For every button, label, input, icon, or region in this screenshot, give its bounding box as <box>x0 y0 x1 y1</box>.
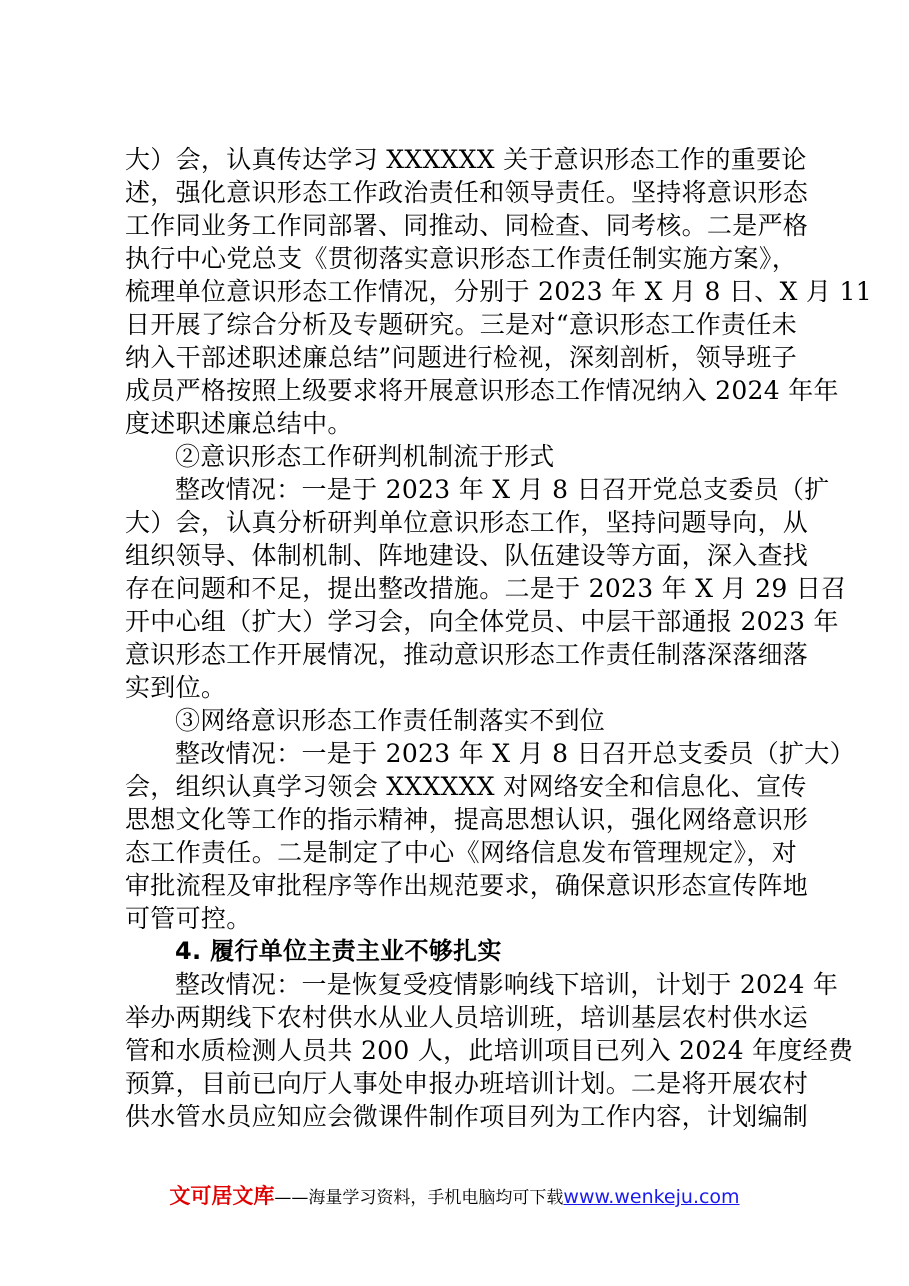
text-line: 可管可控。 <box>125 904 252 933</box>
document-body <box>125 143 872 1133</box>
footer-brand: 文可居文库 <box>169 1184 275 1208</box>
text-line: 供水管水员应知应会微课件制作项目列为工作内容，计划编制 <box>125 1102 809 1131</box>
text-line: 整改情况：一是恢复受疫情影响线下培训，计划于 2024 年 <box>175 970 839 999</box>
text-line: 成员严格按照上级要求将开展意识形态工作情况纳入 2024 年年 <box>125 376 839 405</box>
text-line: 存在问题和不足，提出整改措施。二是于 2023 年 X 月 29 日召 <box>125 574 847 603</box>
text-line: 大）会，认真分析研判单位意识形态工作，坚持问题导向，从 <box>125 508 809 537</box>
footer-banner <box>0 1180 909 1210</box>
text-line: 实到位。 <box>125 673 227 702</box>
text-line: 梳理单位意识形态工作情况，分别于 2023 年 X 月 8 日、X 月 11 <box>125 277 872 306</box>
text-line: 整改情况：一是于 2023 年 X 月 8 日召开党总支委员（扩 <box>175 475 830 504</box>
text-line: ③网络意识形态工作责任制落实不到位 <box>175 706 606 735</box>
section-heading: 4. 履行单位主责主业不够扎实 <box>175 937 502 965</box>
footer-website-link[interactable]: www.wenkeju.com <box>563 1186 740 1208</box>
text-line: 述，强化意识形态工作政治责任和领导责任。坚持将意识形态 <box>125 178 809 207</box>
text-line: 工作同业务工作同部署、同推动、同检查、同考核。二是严格 <box>125 211 809 240</box>
text-line: 管和水质检测人员共 200 人，此培训项目已列入 2024 年度经费 <box>125 1036 854 1065</box>
text-line: 日开展了综合分析及专题研究。三是对“意识形态工作责任未 <box>125 310 797 339</box>
text-line: ②意识形态工作研判机制流于形式 <box>175 442 555 471</box>
text-line: 纳入干部述职述廉总结”问题进行检视，深刻剖析，领导班子 <box>125 343 797 372</box>
text-line: 度述职述廉总结中。 <box>125 409 353 438</box>
text-line: 举办两期线下农村供水从业人员培训班，培训基层农村供水运 <box>125 1003 809 1032</box>
text-line: 审批流程及审批程序等作出规范要求，确保意识形态宣传阵地 <box>125 871 809 900</box>
text-line: 态工作责任。二是制定了中心《网络信息发布管理规定》，对 <box>125 838 797 867</box>
text-line: 执行中心党总支《贯彻落实意识形态工作责任制实施方案》， <box>125 244 797 273</box>
footer-tagline: ——海量学习资料，手机电脑均可下载 <box>274 1188 564 1208</box>
text-line: 开中心组（扩大）学习会，向全体党员、中层干部通报 2023 年 <box>125 607 839 636</box>
text-line: 意识形态工作开展情况，推动意识形态工作责任制落深落细落 <box>125 640 809 669</box>
text-line: 整改情况：一是于 2023 年 X 月 8 日召开总支委员（扩大） <box>175 739 855 768</box>
text-line: 会，组织认真学习领会 XXXXXX 对网络安全和信息化、宣传 <box>125 772 807 801</box>
text-line: 大）会，认真传达学习 XXXXXX 关于意识形态工作的重要论 <box>125 145 807 174</box>
text-line: 思想文化等工作的指示精神，提高思想认识，强化网络意识形 <box>125 805 809 834</box>
text-line: 预算，目前已向厅人事处申报办班培训计划。二是将开展农村 <box>125 1069 809 1098</box>
text-line: 组织领导、体制机制、阵地建设、队伍建设等方面，深入查找 <box>125 541 809 570</box>
